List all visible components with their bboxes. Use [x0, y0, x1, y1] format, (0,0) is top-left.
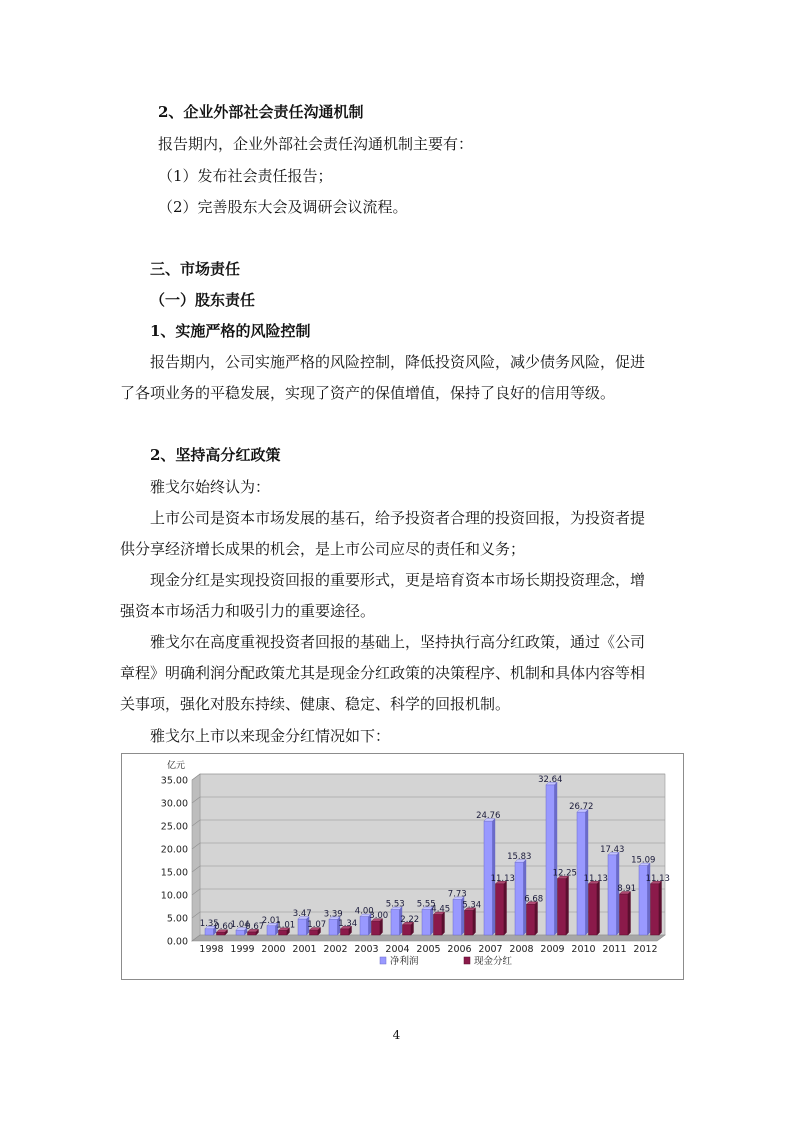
x-tick-label: 2001 [292, 944, 317, 955]
data-label-cash-dividend: 11.13 [583, 873, 608, 884]
x-tick-label: 1998 [199, 944, 224, 955]
bar-net-profit-side [555, 782, 558, 935]
data-label-net-profit: 26.72 [569, 802, 594, 813]
heading-dividend-policy: 2、坚持高分红政策 [150, 446, 281, 464]
x-tick-label: 2011 [602, 944, 627, 955]
bar-net-profit [360, 917, 369, 935]
y-tick-label: 35.00 [160, 775, 188, 787]
data-label-cash-dividend: 11.13 [490, 873, 515, 884]
x-tick-label: 2009 [540, 944, 565, 955]
bar-cash-dividend [589, 884, 598, 935]
bar-cash-dividend [620, 894, 629, 935]
bar-cash-dividend [403, 925, 412, 935]
paragraph-line: 供分享经济增长成果的机会，是上市公司应尽的责任和义务； [120, 540, 526, 558]
x-tick-label: 1999 [230, 944, 255, 955]
y-tick-label: 0.00 [166, 936, 188, 948]
bar-net-profit [236, 930, 245, 935]
x-tick-label: 2007 [478, 944, 503, 955]
data-label-cash-dividend: 5.34 [462, 900, 482, 911]
paragraph-line: 雅戈尔在高度重视投资者回报的基础上，坚持执行高分红政策，通过《公司 [150, 633, 646, 651]
heading-market-responsibility: 三、市场责任 [150, 260, 241, 278]
x-tick-label: 2005 [416, 944, 441, 955]
data-label-cash-dividend: 1.07 [307, 920, 327, 931]
data-label-cash-dividend: 12.25 [552, 868, 577, 879]
x-tick-label: 2010 [571, 944, 596, 955]
data-label-cash-dividend: 0.60 [214, 922, 234, 933]
bar-cash-dividend-side [535, 902, 538, 935]
bar-net-profit [546, 785, 555, 935]
chart-floor [192, 935, 665, 941]
list-item-2: （2）完善股东大会及调研会议流程。 [158, 198, 408, 216]
data-label-net-profit: 3.39 [323, 909, 343, 920]
data-label-net-profit: 15.09 [631, 855, 656, 866]
y-tick-label: 20.00 [160, 844, 188, 856]
data-label-cash-dividend: 1.01 [276, 920, 296, 931]
data-label-net-profit: 3.47 [292, 909, 312, 920]
bar-cash-dividend [434, 915, 443, 935]
data-label-net-profit: 15.83 [507, 852, 532, 863]
bar-cash-dividend [217, 932, 226, 935]
data-label-cash-dividend: 8.91 [617, 884, 637, 895]
bar-net-profit [391, 910, 400, 935]
bar-cash-dividend [310, 930, 319, 935]
y-tick-label: 15.00 [160, 867, 188, 879]
list-item-1: （1）发布社会责任报告； [158, 167, 333, 185]
data-label-net-profit: 24.76 [476, 811, 501, 822]
y-axis-label: 亿元 [167, 761, 186, 771]
bar-cash-dividend [558, 879, 567, 935]
data-label-net-profit: 4.00 [354, 906, 374, 917]
x-tick-label: 2008 [509, 944, 534, 955]
x-tick-label: 2012 [633, 944, 658, 955]
x-tick-label: 2003 [354, 944, 379, 955]
bar-cash-dividend [279, 930, 288, 935]
bar-net-profit [205, 929, 214, 935]
x-tick-label: 2002 [323, 944, 348, 955]
legend-swatch-net-profit [380, 957, 386, 964]
data-label-net-profit: 5.53 [385, 899, 405, 910]
bar-net-profit [422, 909, 431, 935]
chart-side-wall [192, 774, 200, 941]
chart-svg [122, 754, 683, 979]
data-label-net-profit: 2.01 [261, 915, 281, 926]
data-label-net-profit: 5.55 [416, 899, 436, 910]
data-label-net-profit: 32.64 [538, 774, 563, 785]
page-number: 4 [392, 1028, 401, 1042]
bar-cash-dividend-side [597, 881, 600, 935]
paragraph-line: 关事项，强化对股东持续、健康、稳定、科学的回报机制。 [120, 695, 511, 713]
paragraph-line: 雅戈尔上市以来现金分红情况如下： [150, 727, 391, 745]
paragraph-line: 现金分红是实现投资回报的重要形式，更是培育资本市场长期投资理念，增 [150, 571, 646, 589]
bar-cash-dividend [372, 921, 381, 935]
bar-cash-dividend-side [504, 881, 507, 935]
data-label-cash-dividend: 0.67 [245, 921, 265, 932]
data-label-cash-dividend: 6.68 [524, 894, 544, 905]
paragraph-line: 强资本市场活力和吸引力的重要途径。 [120, 602, 376, 620]
bar-net-profit-side [586, 810, 589, 935]
bar-cash-dividend [651, 884, 660, 935]
data-label-net-profit: 1.35 [199, 918, 219, 929]
data-label-net-profit: 17.43 [600, 844, 625, 855]
bar-cash-dividend-side [659, 881, 662, 935]
bar-cash-dividend [465, 910, 474, 935]
paragraph-line: 章程》明确利润分配政策尤其是现金分红政策的决策程序、机制和具体内容等相 [120, 664, 646, 682]
paragraph-risk-line-2: 了各项业务的平稳发展，实现了资产的保值增值，保持了良好的信用等级。 [120, 384, 616, 402]
heading-risk-control: 1、实施严格的风险控制 [150, 322, 311, 340]
bar-net-profit [608, 855, 617, 935]
bar-cash-dividend-side [442, 912, 445, 935]
data-label-cash-dividend: 11.13 [645, 873, 670, 884]
y-tick-label: 5.00 [166, 913, 188, 925]
bar-net-profit [515, 862, 524, 935]
data-label-net-profit: 1.04 [230, 920, 250, 931]
heading-external-communication: 2、企业外部社会责任沟通机制 [158, 103, 364, 121]
paragraph-line: 上市公司是资本市场发展的基石，给予投资者合理的投资回报，为投资者提 [150, 509, 646, 527]
bar-net-profit [453, 899, 462, 935]
bar-net-profit [267, 926, 276, 935]
data-label-net-profit: 7.73 [447, 889, 467, 900]
bar-cash-dividend-side [473, 908, 476, 935]
paragraph-line: 雅戈尔始终认为： [150, 478, 271, 496]
bar-cash-dividend-side [566, 876, 569, 935]
dividend-chart [121, 753, 684, 980]
paragraph-intro: 报告期内，企业外部社会责任沟通机制主要有： [158, 135, 474, 153]
legend-swatch-cash-dividend [464, 957, 470, 964]
bar-cash-dividend [341, 929, 350, 935]
data-label-cash-dividend: 3.00 [369, 911, 389, 922]
bar-cash-dividend-side [628, 892, 631, 935]
y-tick-label: 10.00 [160, 890, 188, 902]
data-label-cash-dividend: 2.22 [400, 914, 420, 925]
data-label-cash-dividend: 4.45 [431, 904, 451, 915]
bar-net-profit [329, 919, 338, 935]
bar-cash-dividend [248, 932, 257, 935]
bar-net-profit [298, 919, 307, 935]
paragraph-risk-line-1: 报告期内，公司实施严格的风险控制，降低投资风险，减少债务风险，促进 [150, 353, 646, 371]
x-tick-label: 2000 [261, 944, 286, 955]
y-tick-label: 25.00 [160, 821, 188, 833]
y-tick-label: 30.00 [160, 798, 188, 810]
bar-cash-dividend [496, 884, 505, 935]
data-label-cash-dividend: 1.34 [338, 918, 358, 929]
heading-shareholder-responsibility: （一）股东责任 [150, 291, 256, 309]
bar-cash-dividend [527, 904, 536, 935]
x-tick-label: 2004 [385, 944, 410, 955]
legend-label-net-profit: 净利润 [390, 956, 419, 967]
x-tick-label: 2006 [447, 944, 472, 955]
legend-label-cash-dividend: 现金分红 [474, 956, 513, 967]
